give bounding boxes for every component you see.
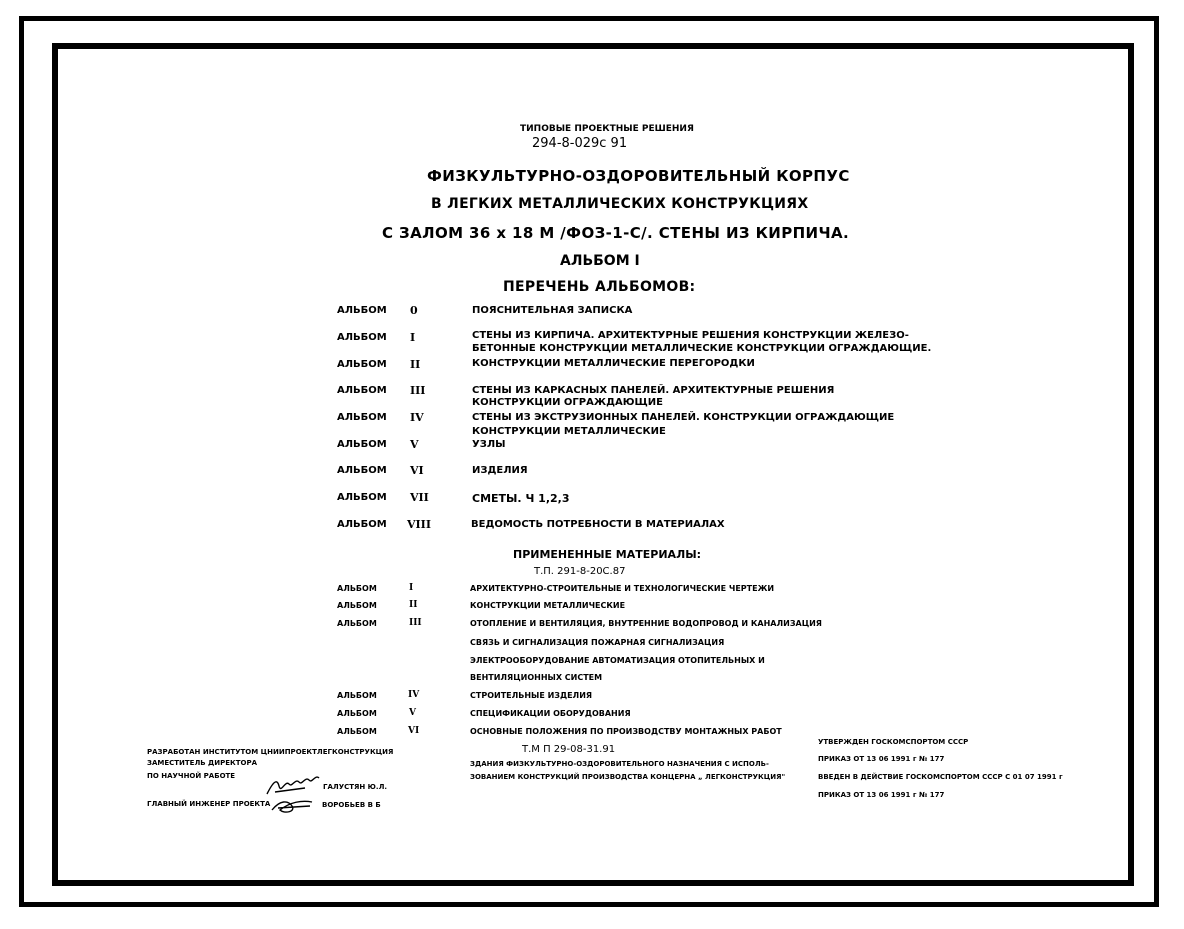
- album-desc: УЗЛЫ: [472, 439, 506, 450]
- page-title-line-2: В ЛЕГКИХ МЕТАЛЛИЧЕСКИХ КОНСТРУКЦИЯХ: [431, 196, 809, 212]
- material-text: АРХИТЕКТУРНО-СТРОИТЕЛЬНЫЕ И ТЕХНОЛОГИЧЕСКИЕ ЧЕРТЕЖИ: [470, 584, 775, 593]
- album-number: АЛЬБОМ I: [560, 253, 640, 269]
- album-num: IV: [410, 411, 424, 424]
- material-text: СТРОИТЕЛЬНЫЕ ИЗДЕЛИЯ: [470, 691, 593, 700]
- album-num: V: [410, 438, 419, 451]
- deputy-signature: [265, 772, 325, 798]
- album-desc: СТЕНЫ ИЗ ЭКСТРУЗИОННЫХ ПАНЕЛЕЙ. КОНСТРУКЦИИ ОГРАЖДАЮЩИЕ: [472, 412, 895, 423]
- album-label: АЛЬБОМ: [337, 385, 387, 396]
- album-desc: СТЕНЫ ИЗ КАРКАСНЫХ ПАНЕЛЕЙ. АРХИТЕКТУРНЫЕ РЕШЕНИЯ: [472, 385, 835, 396]
- album-num: III: [410, 384, 426, 397]
- list-heading: ПЕРЕЧЕНЬ АЛЬБОМОВ:: [503, 279, 696, 295]
- album-label: АЛЬБОМ: [337, 305, 387, 316]
- developer-line-1: РАЗРАБОТАН ИНСТИТУТОМ ЦНИИПРОЕКТЛЕГКОНСТРУКЦИЯ: [147, 748, 394, 756]
- developer-line-2: ЗАМЕСТИТЕЛЬ ДИРЕКТОРА: [147, 759, 258, 767]
- material-text: ЭЛЕКТРООБОРУДОВАНИЕ АВТОМАТИЗАЦИЯ ОТОПИТЕЛЬНЫХ И: [470, 656, 765, 665]
- album-num: 0: [410, 304, 418, 317]
- material-num: II: [409, 600, 418, 610]
- material-text: КОНСТРУКЦИИ МЕТАЛЛИЧЕСКИЕ: [470, 601, 626, 610]
- material-label: АЛЬБОМ: [337, 619, 377, 628]
- material-label: АЛЬБОМ: [337, 727, 377, 736]
- chief-engineer-title: ГЛАВНЫЙ ИНЖЕНЕР ПРОЕКТА: [147, 800, 271, 808]
- deputy-name: ГАЛУСТЯН Ю.Л.: [323, 783, 388, 791]
- album-label: АЛЬБОМ: [337, 465, 387, 476]
- material-num: V: [409, 708, 416, 718]
- album-num: VI: [410, 464, 424, 477]
- material-num: III: [409, 618, 422, 628]
- chief-engineer-name: ВОРОБЬЕВ В Б: [322, 801, 381, 809]
- album-label: АЛЬБОМ: [337, 332, 387, 343]
- album-label: АЛЬБОМ: [337, 519, 387, 530]
- material-label: АЛЬБОМ: [337, 709, 377, 718]
- tmp-desc-line-1: ЗДАНИЯ ФИЗКУЛЬТУРНО-ОЗДОРОВИТЕЛЬНОГО НАЗНАЧЕНИЯ С ИСПОЛЬ-: [470, 760, 769, 768]
- material-text: СПЕЦИФИКАЦИИ ОБОРУДОВАНИЯ: [470, 709, 631, 718]
- material-text: ОСНОВНЫЕ ПОЛОЖЕНИЯ ПО ПРОИЗВОДСТВУ МОНТАЖНЫХ РАБОТ: [470, 727, 782, 736]
- album-desc: ПОЯСНИТЕЛЬНАЯ ЗАПИСКА: [472, 305, 633, 316]
- album-desc: КОНСТРУКЦИИ МЕТАЛЛИЧЕСКИЕ: [472, 426, 666, 437]
- album-label: АЛЬБОМ: [337, 439, 387, 450]
- approval-order-1: ПРИКАЗ ОТ 13 06 1991 г № 177: [818, 755, 945, 763]
- album-label: АЛЬБОМ: [337, 492, 387, 503]
- material-text: ВЕНТИЛЯЦИОННЫХ СИСТЕМ: [470, 673, 603, 682]
- album-desc: ВЕДОМОСТЬ ПОТРЕБНОСТИ В МАТЕРИАЛАХ: [471, 519, 725, 530]
- page-title-line-1: ФИЗКУЛЬТУРНО-ОЗДОРОВИТЕЛЬНЫЙ КОРПУС: [427, 167, 850, 185]
- chief-signature: [270, 796, 316, 816]
- material-num: IV: [408, 690, 420, 700]
- material-text: ОТОПЛЕНИЕ И ВЕНТИЛЯЦИЯ, ВНУТРЕННИЕ ВОДОПРОВОД И КАНАЛИЗАЦИЯ: [470, 619, 822, 628]
- developer-line-3: ПО НАУЧНОЙ РАБОТЕ: [147, 772, 236, 780]
- album-desc: СТЕНЫ ИЗ КИРПИЧА. АРХИТЕКТУРНЫЕ РЕШЕНИЯ КОНСТРУКЦИИ ЖЕЛЕЗО-: [472, 330, 909, 341]
- tmp-desc-line-2: ЗОВАНИЕМ КОНСТРУКЦИЙ ПРОИЗВОДСТВА КОНЦЕРНА „ ЛЕГКОНСТРУКЦИЯ": [470, 773, 786, 781]
- enacted-line: ВВЕДЕН В ДЕЙСТВИЕ ГОСКОМСПОРТОМ СССР С 01 07 1991 г: [818, 773, 1063, 781]
- album-num: I: [410, 331, 416, 344]
- album-desc: СМЕТЫ. Ч 1,2,3: [472, 492, 570, 505]
- materials-ref: Т.П. 291-8-20С.87: [534, 566, 626, 577]
- material-num: I: [409, 583, 414, 593]
- material-text: СВЯЗЬ И СИГНАЛИЗАЦИЯ ПОЖАРНАЯ СИГНАЛИЗАЦИЯ: [470, 638, 725, 647]
- series-label: ТИПОВЫЕ ПРОЕКТНЫЕ РЕШЕНИЯ: [520, 124, 694, 134]
- album-num: VII: [410, 491, 429, 504]
- series-code: 294-8-029с 91: [532, 136, 628, 151]
- album-desc: КОНСТРУКЦИИ ОГРАЖДАЮЩИЕ: [472, 397, 663, 408]
- page-title-line-3: С ЗАЛОМ 36 х 18 М /ФОЗ-1-С/. СТЕНЫ ИЗ КИРПИЧА.: [382, 224, 850, 242]
- material-num: VI: [408, 726, 420, 736]
- approval-order-2: ПРИКАЗ ОТ 13 06 1991 г № 177: [818, 791, 945, 799]
- material-label: АЛЬБОМ: [337, 691, 377, 700]
- album-desc: БЕТОННЫЕ КОНСТРУКЦИИ МЕТАЛЛИЧЕСКИЕ КОНСТРУКЦИИ ОГРАЖДАЮЩИЕ.: [472, 343, 932, 354]
- album-label: АЛЬБОМ: [337, 359, 387, 370]
- album-label: АЛЬБОМ: [337, 412, 387, 423]
- approval-line: УТВЕРЖДЕН ГОСКОМСПОРТОМ СССР: [818, 738, 969, 746]
- album-desc: ИЗДЕЛИЯ: [472, 465, 528, 476]
- album-num: II: [410, 358, 421, 371]
- material-label: АЛЬБОМ: [337, 601, 377, 610]
- materials-heading: ПРИМЕНЕННЫЕ МАТЕРИАЛЫ:: [513, 548, 701, 561]
- album-desc: КОНСТРУКЦИИ МЕТАЛЛИЧЕСКИЕ ПЕРЕГОРОДКИ: [472, 358, 755, 369]
- album-num: VIII: [407, 518, 431, 531]
- material-label: АЛЬБОМ: [337, 584, 377, 593]
- tmp-ref: Т.М П 29-08-31.91: [522, 744, 616, 755]
